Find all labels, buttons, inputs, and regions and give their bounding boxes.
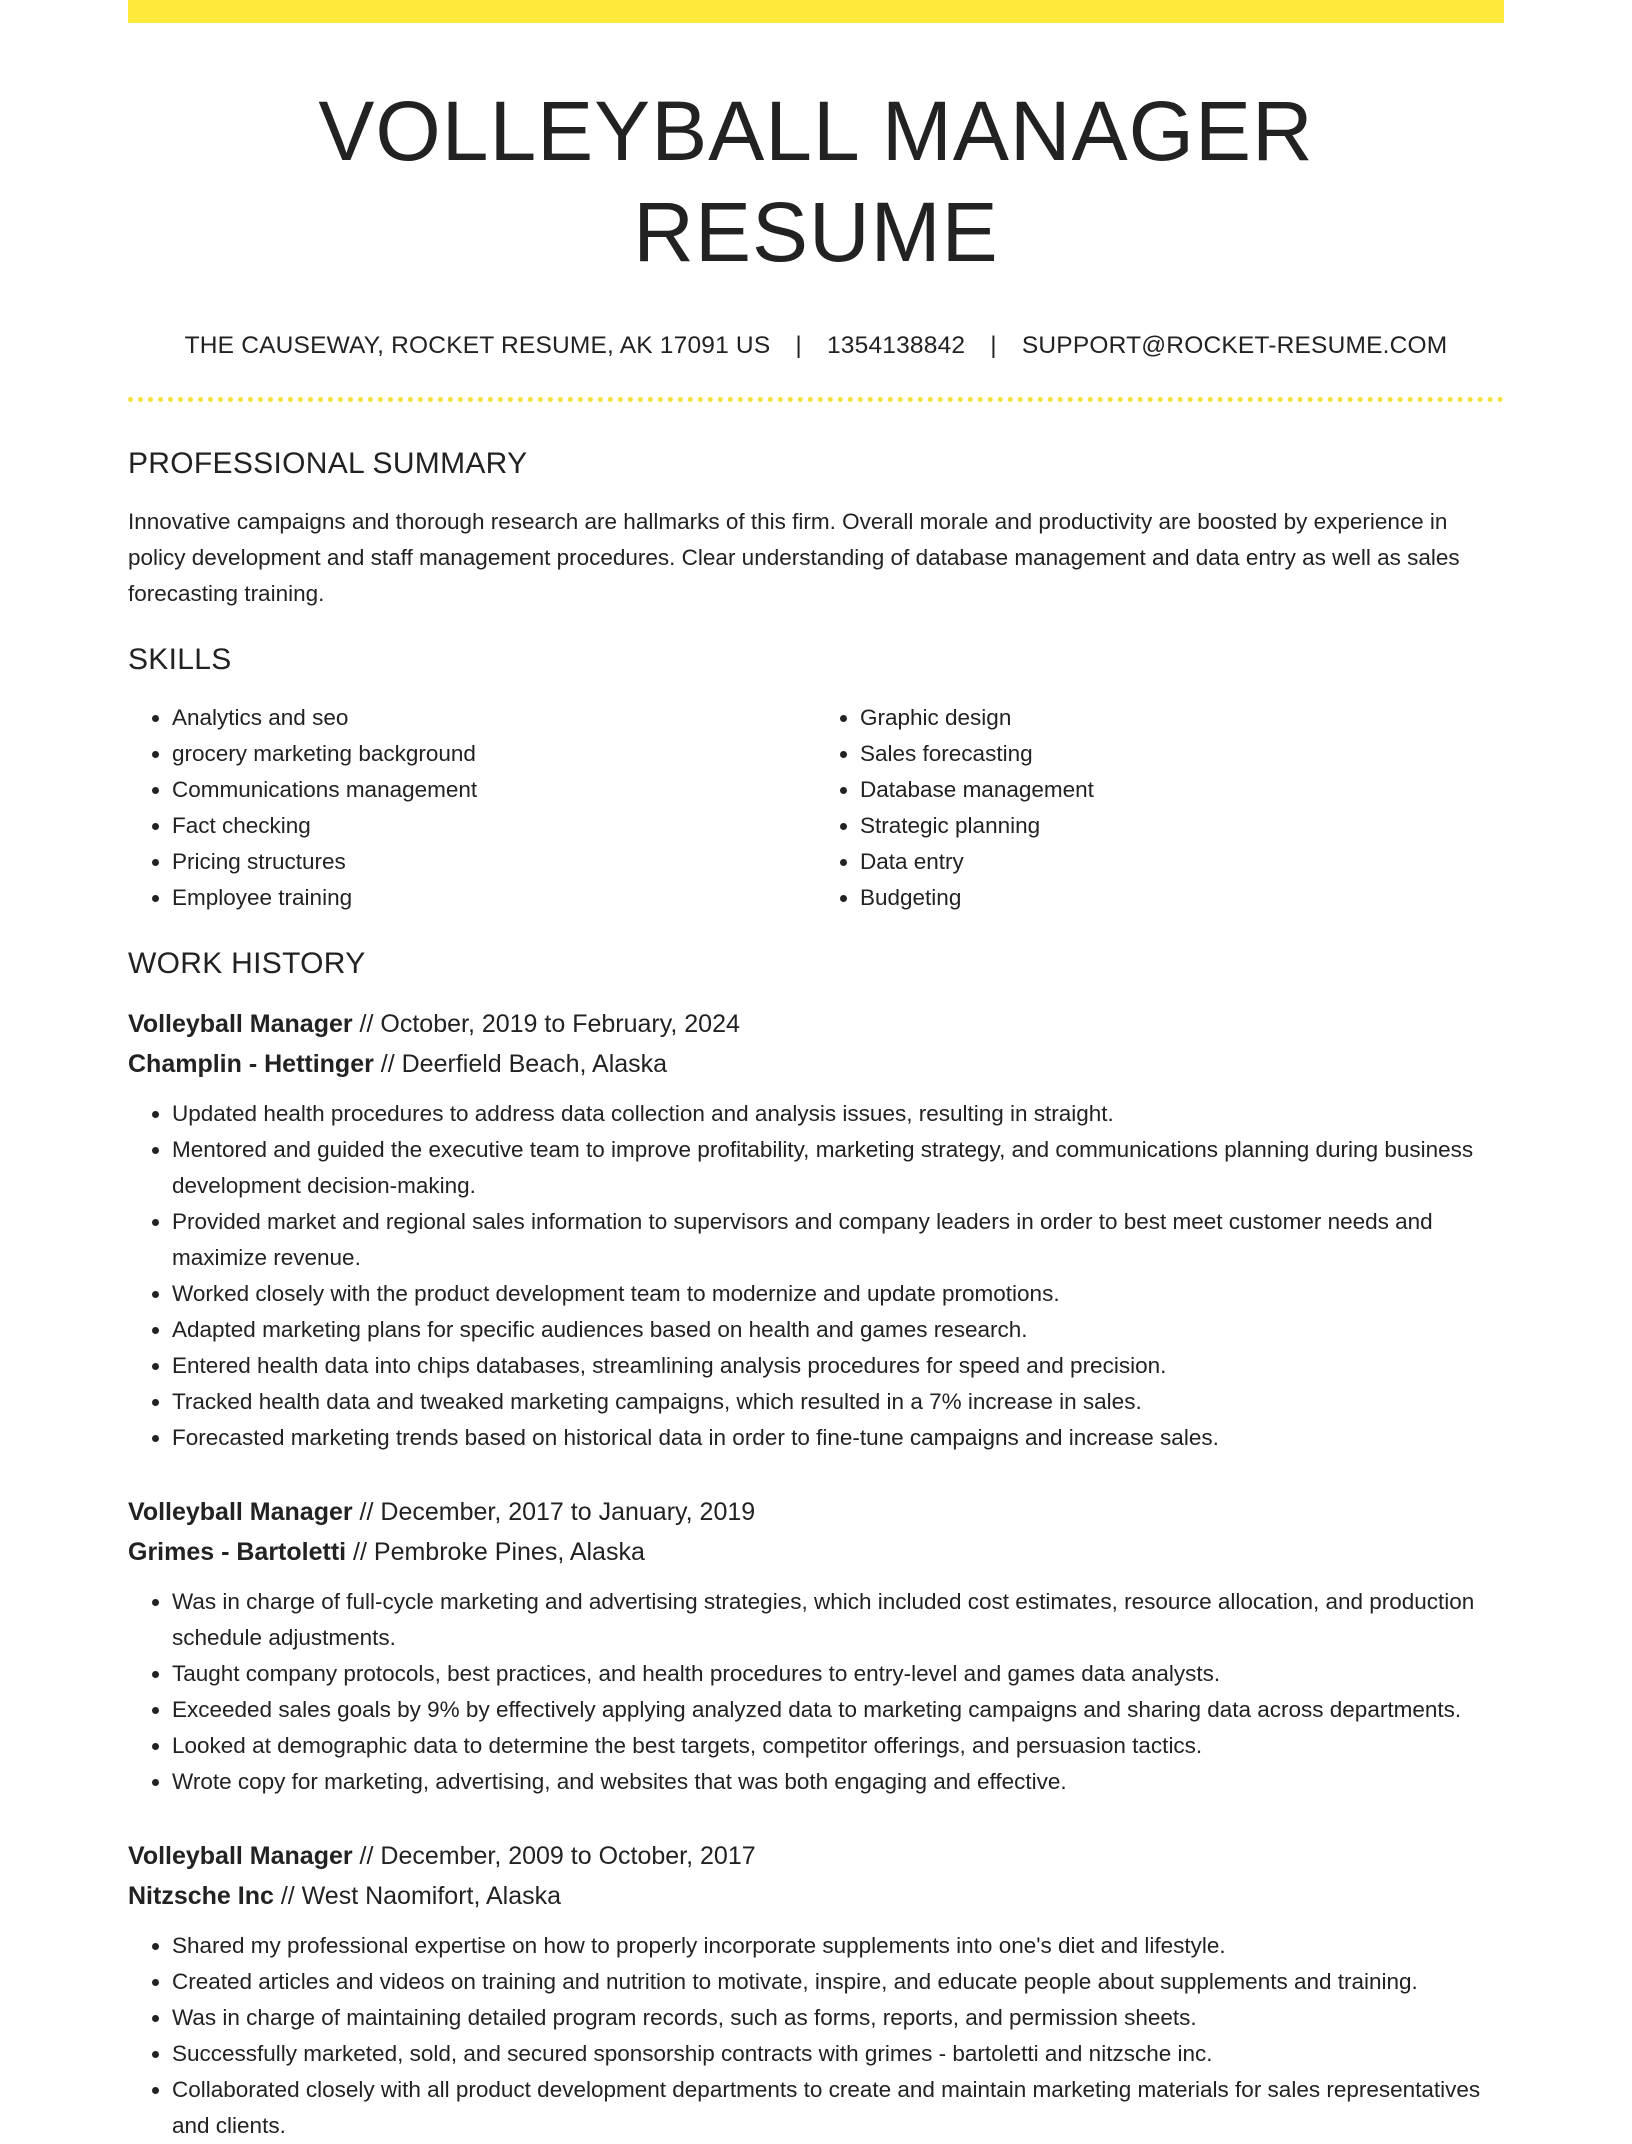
job-title: Volleyball Manager [128, 1841, 353, 1870]
job-title: Volleyball Manager [128, 1009, 353, 1038]
dotted-divider [128, 397, 1504, 402]
company-line [128, 1876, 1504, 1916]
company-location: // Deerfield Beach, Alaska [373, 1049, 668, 1078]
skill-item: • Budgeting [860, 880, 1504, 916]
job-bullet: • Collaborated closely with all product development departments to create and maintain marketing materials for sales representatives and clients. [172, 2072, 1504, 2144]
summary-text: Innovative campaigns and thorough research are hallmarks of this firm. Overall morale and productivity are boosted by experience in policy development and staff management procedures. Clear understanding of database management and data entry as well as sales forecasting training. [128, 508, 1460, 606]
job-bullet: • Looked at demographic data to determine the best targets, competitor offerings, and persuasion tactics. [172, 1728, 1504, 1764]
company-name: Champlin - Hettinger [128, 1049, 374, 1078]
resume-title: VOLLEYBALL MANAGER RESUME [318, 84, 1314, 279]
contact-email: SUPPORT@ROCKET-RESUME.COM [1021, 331, 1448, 359]
skills-column-right [816, 700, 1504, 916]
work-history-heading: WORK HISTORY [128, 946, 366, 980]
company-location: // Pembroke Pines, Alaska [346, 1537, 645, 1566]
job-bullet: • Wrote copy for marketing, advertising, and websites that was both engaging and effective. [172, 1764, 1504, 1800]
job-bullet: • Exceeded sales goals by 9% by effectively applying analyzed data to marketing campaigns and sharing data across departments. [172, 1692, 1504, 1728]
top-accent-bar [128, 0, 1504, 23]
job-title-line [128, 1004, 1504, 1044]
job-entry [128, 1492, 1504, 1800]
job-bullet: • Adapted marketing plans for specific audiences based on health and games research. [172, 1312, 1504, 1348]
skill-item: • Graphic design [860, 700, 1504, 736]
contact-separator: | [990, 331, 997, 359]
job-bullet: • Was in charge of maintaining detailed program records, such as forms, reports, and permission sheets. [172, 2000, 1504, 2036]
job-bullet: • Successfully marketed, sold, and secured sponsorship contracts with grimes - bartoletti and nitzsche inc. [172, 2036, 1504, 2072]
company-name: Grimes - Bartoletti [128, 1537, 347, 1566]
job-bullet: • Created articles and videos on training and nutrition to motivate, inspire, and educate people about supplements and training. [172, 1964, 1504, 2000]
job-bullet: • Shared my professional expertise on how to properly incorporate supplements into one's diet and lifestyle. [172, 1928, 1504, 1964]
skill-item: • Employee training [172, 880, 816, 916]
job-bullet: • Forecasted marketing trends based on historical data in order to fine-tune campaigns and increase sales. [172, 1420, 1504, 1456]
skills-heading: SKILLS [128, 642, 232, 676]
contact-line [128, 331, 1504, 360]
job-bullet: • Taught company protocols, best practices, and health procedures to entry-level and games data analysts. [172, 1656, 1504, 1692]
job-bullet: • Mentored and guided the executive team to improve profitability, marketing strategy, and communications planning during business development decision-making. [172, 1132, 1504, 1204]
skills-column-left [128, 700, 816, 916]
company-line [128, 1532, 1504, 1572]
job-bullets [128, 1584, 1504, 1800]
skill-item: • Sales forecasting [860, 736, 1504, 772]
company-location: // West Naomifort, Alaska [273, 1881, 562, 1910]
job-bullet: • Updated health procedures to address data collection and analysis issues, resulting in straight. [172, 1096, 1504, 1132]
contact-separator: | [795, 331, 802, 359]
job-bullet: • Tracked health data and tweaked marketing campaigns, which resulted in a 7% increase in sales. [172, 1384, 1504, 1420]
company-name: Nitzsche Inc [128, 1881, 274, 1910]
job-bullet: • Provided market and regional sales information to supervisors and company leaders in order to best meet customer needs and maximize revenue. [172, 1204, 1504, 1276]
resume-page [128, 0, 1504, 2144]
skill-item: • Fact checking [172, 808, 816, 844]
job-entry [128, 1836, 1504, 2144]
summary-heading: PROFESSIONAL SUMMARY [128, 446, 528, 480]
skill-item: • Pricing structures [172, 844, 816, 880]
skill-item: • Database management [860, 772, 1504, 808]
job-dates: // October, 2019 to February, 2024 [352, 1009, 740, 1038]
job-dates: // December, 2009 to October, 2017 [352, 1841, 756, 1870]
job-title-line [128, 1492, 1504, 1532]
job-bullet: • Was in charge of full-cycle marketing and advertising strategies, which included cost estimates, resource allocation, and production schedule adjustments. [172, 1584, 1504, 1656]
skills-list [128, 700, 1504, 916]
contact-address: THE CAUSEWAY, ROCKET RESUME, AK 17091 US [184, 331, 771, 359]
job-entry [128, 1004, 1504, 1456]
job-bullet: • Entered health data into chips databases, streamlining analysis procedures for speed and precision. [172, 1348, 1504, 1384]
skill-item: • Communications management [172, 772, 816, 808]
skill-item: • Strategic planning [860, 808, 1504, 844]
skill-item: • Analytics and seo [172, 700, 816, 736]
skill-item: • grocery marketing background [172, 736, 816, 772]
job-title: Volleyball Manager [128, 1497, 353, 1526]
skill-item: • Data entry [860, 844, 1504, 880]
company-line [128, 1044, 1504, 1084]
job-title-line [128, 1836, 1504, 1876]
contact-phone: 1354138842 [826, 331, 966, 359]
job-bullet: • Worked closely with the product development team to modernize and update promotions. [172, 1276, 1504, 1312]
job-bullets [128, 1096, 1504, 1456]
job-dates: // December, 2017 to January, 2019 [352, 1497, 756, 1526]
